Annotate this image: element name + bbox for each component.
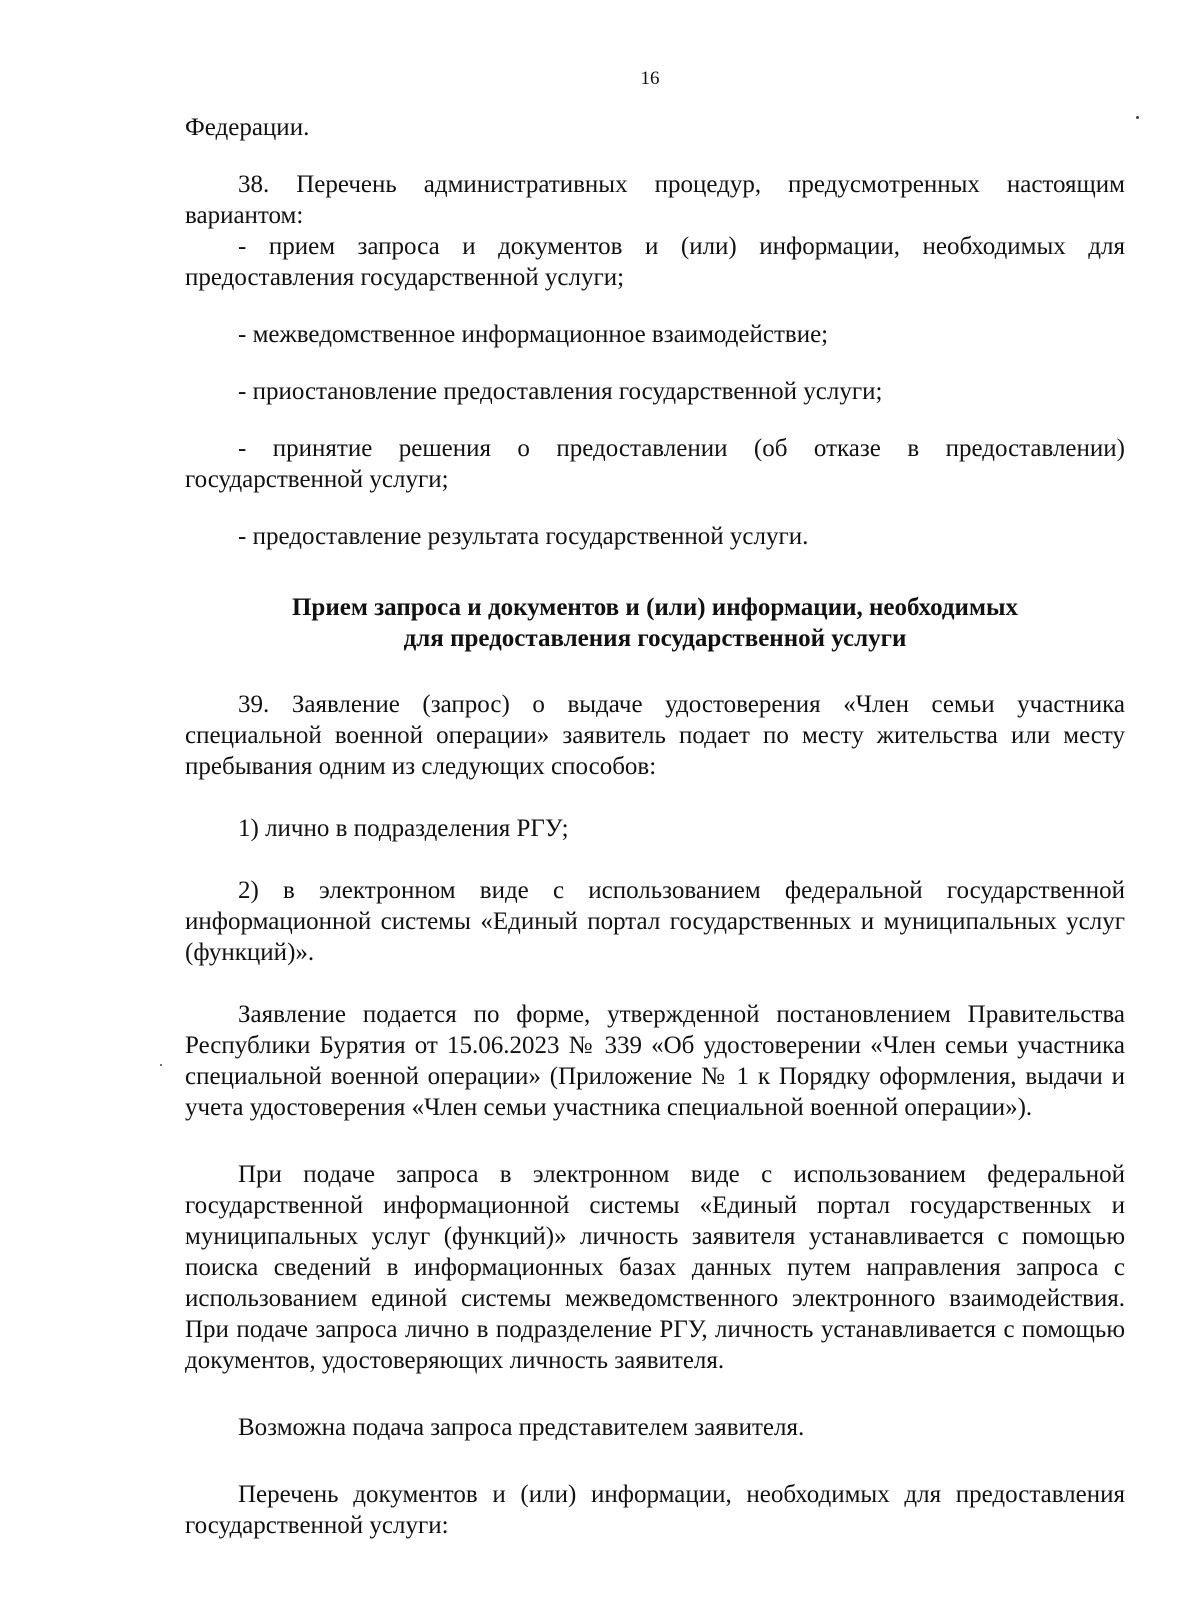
list-item-reception: - прием запроса и документов и (или) информации, необходимых для предоставления государственной услуги; [185, 233, 1125, 291]
section-heading [185, 592, 1125, 654]
list-item-decision: - принятие решения о предоставлении (об отказе в предоставлении) государственной услуги; [185, 435, 1125, 493]
section-heading-line: для предоставления государственной услуги [403, 625, 907, 652]
section-heading-line: Прием запроса и документов и (или) информации, необходимых [291, 594, 1018, 621]
method-electronic: 2) в электронном виде с использованием федеральной государственной информационной системы «Единый портал государственных и муниципальных услуг (функций)». [185, 877, 1125, 966]
document-body [185, 112, 1125, 1541]
paragraph-39: 39. Заявление (запрос) о выдаче удостоверения «Член семьи участника специальной военной операции» заявитель подает по месту жительства или месту пребывания одним из следующих способов: [185, 691, 1125, 780]
paragraph-identity-verification: При подаче запроса в электронном виде с использованием федеральной государственной информационной системы «Единый портал государственных и муниципальных услуг (функций)» личность заявителя устанавливается с помощью поиска сведений в информационных базах данных путем направления запроса с использованием единой системы межведомственного электронного взаимодействия. При подаче запроса лично в подразделение РГУ, личность устанавливается с помощью документов, удостоверяющих личность заявителя. [185, 1161, 1125, 1374]
list-item-interagency: - межведомственное информационное взаимодействие; [238, 321, 829, 348]
page-number: 16 [640, 68, 660, 89]
method-in-person: 1) лично в подразделения РГУ; [238, 815, 569, 842]
paragraph-continuation: Федерации. [185, 114, 310, 141]
scan-speck [1136, 116, 1139, 119]
list-item-suspension: - приостановление предоставления государственной услуги; [238, 378, 883, 405]
list-item-result: - предоставление результата государственной услуги. [238, 523, 809, 550]
paragraph-representative: Возможна подача запроса представителем заявителя. [238, 1414, 805, 1441]
paragraph-38-intro: 38. Перечень административных процедур, предусмотренных настоящим вариантом: [185, 171, 1125, 229]
scan-speck [160, 1064, 162, 1066]
paragraph-documents-list: Перечень документов и (или) информации, необходимых для предоставления государственной услуги: [185, 1481, 1125, 1539]
paragraph-application-form: Заявление подается по форме, утвержденной постановлением Правительства Республики Бурятия от 15.06.2023 № 339 «Об удостоверении «Член семьи участника специальной военной операции» (Приложение № 1 к Порядку оформления, выдачи и учета удостоверения «Член семьи участника специальной военной операции»). [185, 1001, 1125, 1121]
